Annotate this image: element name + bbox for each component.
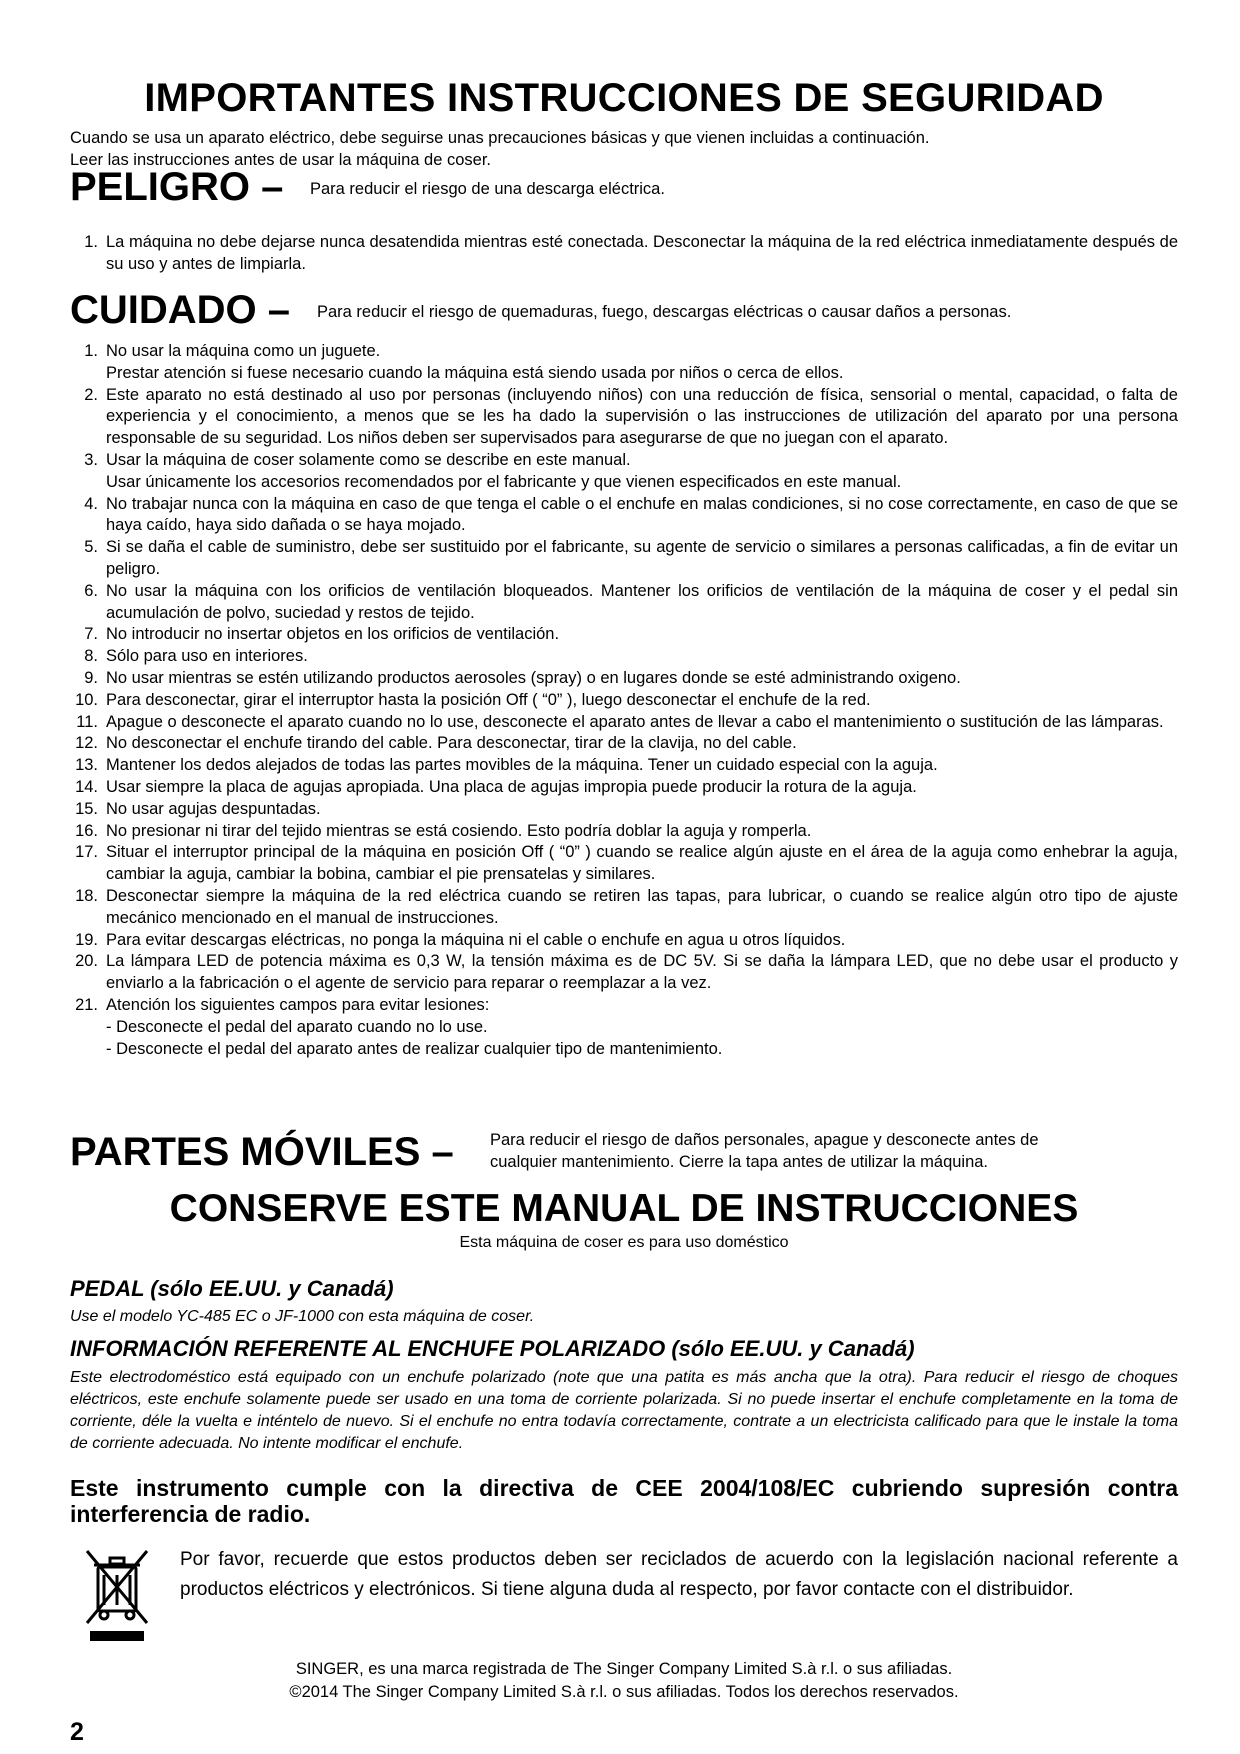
item-line: Usar siempre la placa de agujas apropiada. Una placa de agujas impropia puede producir la rotura de la aguja. bbox=[106, 777, 917, 796]
intro-line: Cuando se usa un aparato eléctrico, debe seguirse unas precauciones básicas y que vienen incluidas a continuación. bbox=[70, 129, 930, 147]
item-number: 9. bbox=[84, 668, 98, 687]
item-number: 20. bbox=[75, 952, 98, 971]
cuidado-item bbox=[70, 624, 1178, 646]
item-line: No usar mientras se estén utilizando productos aerosoles (spray) o en lugares donde se esté administrando oxigeno. bbox=[106, 668, 961, 687]
peligro-item bbox=[70, 232, 1178, 276]
recycling-text: Por favor, recuerde que estos productos deben ser reciclados de acuerdo con la legislación nacional referente a productos eléctricos y electrónicos. Si tiene alguna duda al respecto, por favor contacte con el distribuidor. bbox=[180, 1549, 1178, 1600]
partes-subtitle-line: Para reducir el riesgo de daños personales, apague y desconecte antes de bbox=[490, 1131, 1039, 1149]
item-number: 1. bbox=[84, 233, 98, 251]
cuidado-item bbox=[70, 777, 1178, 799]
item-number: 14. bbox=[75, 777, 98, 796]
item-line: Atención los siguientes campos para evitar lesiones: bbox=[106, 995, 490, 1014]
peligro-header bbox=[70, 164, 1178, 210]
item-text bbox=[106, 842, 1178, 886]
item-number: 21. bbox=[75, 995, 98, 1014]
cuidado-item bbox=[70, 385, 1178, 450]
item-number: 6. bbox=[84, 581, 98, 600]
item-line: La máquina no debe dejarse nunca desatendida mientras esté conectada. Desconectar la máquina de la red eléctrica inmediatamente después de su uso y antes de limpiarla. bbox=[106, 233, 1178, 273]
item-line: No usar agujas despuntadas. bbox=[106, 799, 321, 818]
item-text bbox=[106, 886, 1178, 930]
partes-subtitle bbox=[490, 1129, 1039, 1173]
item-text bbox=[106, 777, 1178, 799]
item-text bbox=[106, 690, 1178, 712]
pedal-heading: PEDAL (sólo EE.UU. y Canadá) bbox=[70, 1276, 394, 1301]
item-text bbox=[106, 821, 1178, 843]
item-number: 12. bbox=[75, 734, 98, 753]
footer-line: SINGER, es una marca registrada de The Singer Company Limited S.à r.l. o sus afiliadas. bbox=[295, 1660, 953, 1678]
item-line: Apague o desconecte el aparato cuando no lo use, desconecte el aparato antes de llevar a cabo el mantenimiento o sustitución de las lámparas. bbox=[106, 712, 1164, 731]
conserve-subtitle: Esta máquina de coser es para uso doméstico bbox=[459, 1234, 789, 1251]
cuidado-item bbox=[70, 821, 1178, 843]
item-line: Para evitar descargas eléctricas, no ponga la máquina ni el cable o enchufe en agua u otros líquidos. bbox=[106, 930, 846, 949]
item-line: Mantener los dedos alejados de todas las partes movibles de la máquina. Tener un cuidado especial con la aguja. bbox=[106, 756, 938, 775]
item-text bbox=[106, 668, 1178, 690]
item-line: No introducir no insertar objetos en los orificios de ventilación. bbox=[106, 625, 560, 644]
item-text bbox=[106, 951, 1178, 995]
item-number: 13. bbox=[75, 756, 98, 775]
item-line: No usar la máquina como un juguete. bbox=[106, 342, 381, 360]
item-text bbox=[106, 494, 1178, 538]
page-number: 2 bbox=[70, 1718, 84, 1746]
cuidado-item bbox=[70, 646, 1178, 668]
partes-subtitle-line: cualquier mantenimiento. Cierre la tapa antes de utilizar la máquina. bbox=[490, 1153, 989, 1171]
partes-header bbox=[70, 1129, 1178, 1175]
item-line: Prestar atención si fuese necesario cuando la máquina está siendo usada por niños o cerca de ellos. bbox=[106, 363, 844, 382]
cuidado-item bbox=[70, 755, 1178, 777]
item-text bbox=[106, 930, 1178, 952]
footer bbox=[70, 1658, 1178, 1704]
item-text bbox=[106, 755, 1178, 777]
item-number: 1. bbox=[84, 342, 98, 360]
pedal-text: Use el modelo YC-485 EC o JF-1000 con esta máquina de coser. bbox=[70, 1308, 535, 1325]
item-number: 7. bbox=[84, 625, 98, 644]
item-text bbox=[106, 733, 1178, 755]
item-line: No usar la máquina con los orificios de ventilación bloqueados. Mantener los orificios de ventilación de la máquina de coser y el pedal sin acumulación de polvo, suciedad y restos de tejido. bbox=[106, 581, 1178, 622]
item-line: Situar el interruptor principal de la máquina en posición Off ( “0” ) cuando se realice algún ajuste en el área de la aguja como enhebrar la aguja, cambiar la aguja, cambiar la bobina, cambiar el pie prensatelas y similares. bbox=[106, 843, 1178, 884]
item-number: 17. bbox=[75, 843, 98, 862]
cuidado-list bbox=[70, 341, 1178, 1060]
cuidado-item bbox=[70, 930, 1178, 952]
cuidado-item bbox=[70, 494, 1178, 538]
item-number: 19. bbox=[75, 930, 98, 949]
item-line: Usar la máquina de coser solamente como se describe en este manual. bbox=[106, 450, 631, 469]
item-number: 5. bbox=[84, 538, 98, 557]
conserve-heading: CONSERVE ESTE MANUAL DE INSTRUCCIONES bbox=[169, 1187, 1079, 1230]
crossed-out-wheelie-bin-icon bbox=[82, 1545, 152, 1645]
cuidado-item bbox=[70, 690, 1178, 712]
peligro-list bbox=[70, 232, 1178, 276]
item-line: La lámpara LED de potencia máxima es 0,3 W, la tensión máxima es de DC 5V. Si se daña la lámpara LED, que no debe usar el producto y enviarlo a la fabricación o el agente de servicio para reparar o reemplazar a la vez. bbox=[106, 952, 1178, 993]
cuidado-header bbox=[70, 287, 1178, 333]
item-line: Si se daña el cable de suministro, debe ser sustituido por el fabricante, su agente de servicio o similares a personas calificadas, a fin de evitar un peligro. bbox=[106, 538, 1178, 578]
peligro-subtitle: Para reducir el riesgo de una descarga eléctrica. bbox=[310, 180, 665, 198]
item-text bbox=[106, 646, 1178, 668]
item-text bbox=[106, 385, 1178, 450]
partes-heading: PARTES MÓVILES – bbox=[70, 1130, 454, 1174]
item-number: 11. bbox=[76, 712, 98, 731]
item-text bbox=[106, 537, 1178, 581]
item-text bbox=[106, 581, 1178, 625]
cuidado-item bbox=[70, 799, 1178, 821]
item-text bbox=[106, 232, 1178, 276]
cuidado-item bbox=[70, 581, 1178, 625]
page-title: IMPORTANTES INSTRUCCIONES DE SEGURIDAD bbox=[144, 76, 1104, 120]
item-line: - Desconecte el pedal del aparato antes de realizar cualquier tipo de mantenimiento. bbox=[106, 1039, 723, 1058]
cuidado-subtitle: Para reducir el riesgo de quemaduras, fuego, descargas eléctricas o causar daños a personas. bbox=[317, 303, 1012, 321]
item-line: No trabajar nunca con la máquina en caso de que tenga el cable o el enchufe en malas condiciones, si no cose correctamente, en caso de que se haya caído, haya sido dañada o se haya mojado. bbox=[106, 494, 1178, 535]
cuidado-heading: CUIDADO – bbox=[70, 288, 291, 332]
item-text bbox=[106, 799, 1178, 821]
item-line: No desconectar el enchufe tirando del cable. Para desconectar, tirar de la clavija, no del cable. bbox=[106, 734, 797, 753]
item-text bbox=[106, 712, 1178, 734]
item-number: 2. bbox=[84, 385, 98, 404]
item-line: Este aparato no está destinado al uso por personas (incluyendo niños) con una reducción de física, sensorial o mental, capacidad, o falta de experiencia y el conocimiento, a menos que se les ha dado la supervisión o las instrucciones de utilización del aparato por una persona responsable de su seguridad. Los niños deben ser supervisados para asegurarse de que no juegan con el aparato. bbox=[106, 385, 1178, 448]
item-line: No presionar ni tirar del tejido mientras se está cosiendo. Esto podría doblar la aguja y romperla. bbox=[106, 821, 812, 840]
intro-line: Leer las instrucciones antes de usar la máquina de coser. bbox=[70, 151, 491, 169]
item-line: Para desconectar, girar el interruptor hasta la posición Off ( “0” ), luego desconectar el enchufe de la red. bbox=[106, 690, 871, 709]
directive-text: Este instrumento cumple con la directiva de CEE 2004/108/EC cubriendo supresión contra interferencia de radio. bbox=[70, 1475, 1178, 1527]
item-line: - Desconecte el pedal del aparato cuando no lo use. bbox=[106, 1017, 488, 1036]
cuidado-item bbox=[70, 733, 1178, 755]
item-number: 3. bbox=[84, 450, 98, 469]
cuidado-item bbox=[70, 712, 1178, 734]
item-text bbox=[106, 624, 1178, 646]
item-number: 8. bbox=[84, 647, 98, 666]
item-line: Sólo para uso en interiores. bbox=[106, 647, 308, 666]
item-text bbox=[106, 995, 1178, 1060]
footer-line: ©2014 The Singer Company Limited S.à r.l. o sus afiliadas. Todos los derechos reservados. bbox=[289, 1683, 959, 1701]
cuidado-item bbox=[70, 886, 1178, 930]
cuidado-item bbox=[70, 341, 1178, 385]
item-number: 4. bbox=[84, 494, 98, 513]
peligro-heading: PELIGRO – bbox=[70, 165, 284, 209]
item-line: Desconectar siempre la máquina de la red eléctrica cuando se retiren las tapas, para lubricar, o cuando se realice algún otro tipo de ajuste mecánico mencionado en el manual de instrucciones. bbox=[106, 886, 1178, 927]
item-number: 18. bbox=[75, 886, 98, 905]
item-text bbox=[106, 450, 1178, 494]
cuidado-item bbox=[70, 537, 1178, 581]
cuidado-item bbox=[70, 450, 1178, 494]
cuidado-item bbox=[70, 995, 1178, 1060]
cuidado-item bbox=[70, 951, 1178, 995]
enchufe-text: Este electrodoméstico está equipado con un enchufe polarizado (note que una patita es más ancha que la otra). Para reducir el riesgo de choques eléctricos, este enchufe solamente puede ser usado en una toma de corriente polarizada. Si no puede insertar el enchufe completamente en la toma de corriente, déle la vuelta e inténtelo de nuevo. Si el enchufe no entra todavía correctamente, contrate a un electricista calificado para que le instale la toma de corriente adecuada. No intente modificar el enchufe. bbox=[70, 1369, 1178, 1452]
item-number: 16. bbox=[75, 821, 98, 840]
cuidado-item bbox=[70, 668, 1178, 690]
item-number: 10. bbox=[75, 690, 98, 709]
enchufe-heading: INFORMACIÓN REFERENTE AL ENCHUFE POLARIZADO (sólo EE.UU. y Canadá) bbox=[70, 1336, 915, 1361]
item-line: Usar únicamente los accesorios recomendados por el fabricante y que vienen especificados en este manual. bbox=[106, 472, 902, 491]
cuidado-item bbox=[70, 842, 1178, 886]
item-text bbox=[106, 341, 1178, 385]
item-number: 15. bbox=[75, 799, 98, 818]
